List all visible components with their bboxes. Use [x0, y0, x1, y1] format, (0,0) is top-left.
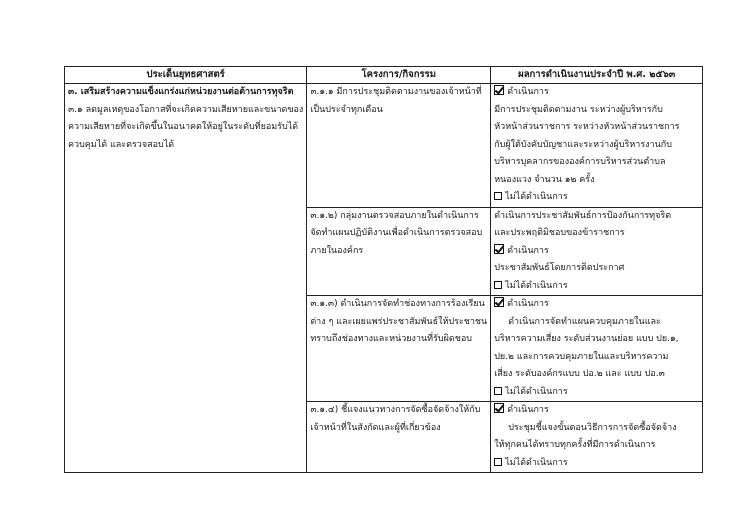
done-label: ดำเนินการ: [507, 245, 549, 256]
unchecked-box-icon[interactable]: [494, 458, 502, 466]
project-cell: [307, 207, 491, 296]
not-done-label: ไม่ได้ดำเนินการ: [505, 280, 568, 291]
result-cell: [491, 207, 703, 296]
result-line: หนองแวง จำนวน ๑๒ ครั้ง: [494, 174, 595, 185]
project-line: จัดทำแผนปฏิบัติงานเพื่อดำเนินการตรวจสอบ: [310, 228, 483, 238]
unchecked-box-icon[interactable]: [494, 192, 502, 200]
done-label: ดำเนินการ: [507, 299, 549, 309]
unchecked-box-icon[interactable]: [494, 281, 502, 289]
result-line: กับผู้ใต้บังคับบัญชาและระหว่างผู้บริหารงานกับ: [494, 139, 672, 150]
result-line: ประชาสัมพันธ์โดยการติดประกาศ: [494, 263, 625, 273]
unchecked-box-icon[interactable]: [494, 387, 502, 395]
result-line: บริหารบุคลากรขององค์การบริหารส่วนตำบล: [494, 157, 666, 167]
result-line: ดำเนินการจัดทำแผนควบคุมภายในและ: [508, 316, 661, 327]
strategy-title: ๓. เสริมสร้างความแข็งแกร่งแก่หน่วยงานต่อต้านการทุจริต: [68, 87, 294, 97]
header-project: โครงการ/กิจกรรม: [307, 67, 491, 84]
strategy-line: ควบคุมได้ และตรวจสอบได้: [68, 139, 175, 150]
project-cell: [307, 84, 491, 208]
table-header-row: [65, 67, 703, 84]
result-line: ให้ทุกคนได้ทราบทุกครั้งที่มีการดำเนินการ: [494, 440, 656, 450]
project-line: ๓.๑.๒) กลุ่มงานตรวจสอบภายในดำเนินการ: [310, 210, 479, 221]
performance-table: [64, 66, 703, 473]
project-line: ทราบถึงช่องทางและหน่วยงานที่รับผิดชอบ: [310, 334, 472, 344]
project-line: เจ้าหน้าที่ในสังกัดและผู้ที่เกี่ยวข้อง: [310, 422, 441, 433]
project-line: ภายในองค์กร: [310, 245, 364, 256]
not-done-label: ไม่ได้ดำเนินการ: [505, 192, 568, 202]
project-line: ต่าง ๆ และเผยแพร่ประชาสัมพันธ์ให้ประชาชน: [310, 316, 488, 327]
header-strategy: ประเด็นยุทธศาสตร์: [65, 67, 307, 84]
not-done-label: ไม่ได้ดำเนินการ: [505, 457, 568, 468]
strategy-cell: [65, 84, 307, 473]
result-cell: [491, 84, 703, 208]
strategy-line: ๓.๑ ลดมูลเหตุของโอกาสที่จะเกิดความเสียหายและขนาดของ: [68, 104, 304, 115]
project-line: ๓.๑.๑ มีการประชุมติดตามงานของเจ้าหน้าที่: [310, 87, 482, 97]
checked-box-icon[interactable]: [494, 85, 504, 95]
result-line: มีการประชุมติดตามงาน ระหว่างผู้บริหารกับ: [494, 104, 663, 115]
checked-box-icon[interactable]: [494, 403, 504, 413]
done-label: ดำเนินการ: [507, 87, 549, 97]
result-line: หัวหน้าส่วนราชการ ระหว่างหัวหน้าส่วนราชการ: [494, 122, 680, 132]
project-line: ๓.๑.๔) ชี้แจงแนวทางการจัดซื้อจัดจ้างให้กับ: [310, 405, 481, 415]
not-done-label: ไม่ได้ดำเนินการ: [505, 386, 568, 397]
strategy-line: ความเสียหายที่จะเกิดขึ้นในอนาคตให้อยู่ในระดับที่ยอมรับได้: [68, 122, 299, 132]
done-label: ดำเนินการ: [507, 405, 549, 415]
result-cell: [491, 296, 703, 402]
result-cell: [491, 402, 703, 473]
project-cell: [307, 402, 491, 473]
result-line: เสี่ยง ระดับองค์กรแบบ ปอ.๒ และ แบบ ปอ.๓: [494, 369, 665, 379]
result-line: ประชุมชี้แจงขั้นตอนวิธีการการจัดซื้อจัดจ้าง: [508, 422, 677, 433]
table-row: [65, 84, 703, 208]
result-line: ดำเนินการประชาสัมพันธ์การป้องกันการทุจริต: [494, 210, 672, 221]
result-line: และประพฤติมิชอบของข้าราชการ: [494, 228, 625, 238]
result-line: บริหารความเสี่ยง ระดับส่วนงานย่อย แบบ ปย.๑,: [494, 334, 679, 344]
project-line: ๓.๑.๓) ดำเนินการจัดทำช่องทางการร้องเรียน: [310, 299, 485, 309]
result-line: ปย.๒ และการควบคุมภายในและบริหารความ: [494, 351, 669, 362]
project-cell: [307, 296, 491, 402]
project-line: เป็นประจำทุกเดือน: [310, 104, 383, 115]
checked-box-icon[interactable]: [494, 297, 504, 307]
header-result: ผลการดำเนินงานประจำปี พ.ศ. ๒๕๖๓: [491, 67, 703, 84]
checked-box-icon[interactable]: [494, 244, 504, 254]
